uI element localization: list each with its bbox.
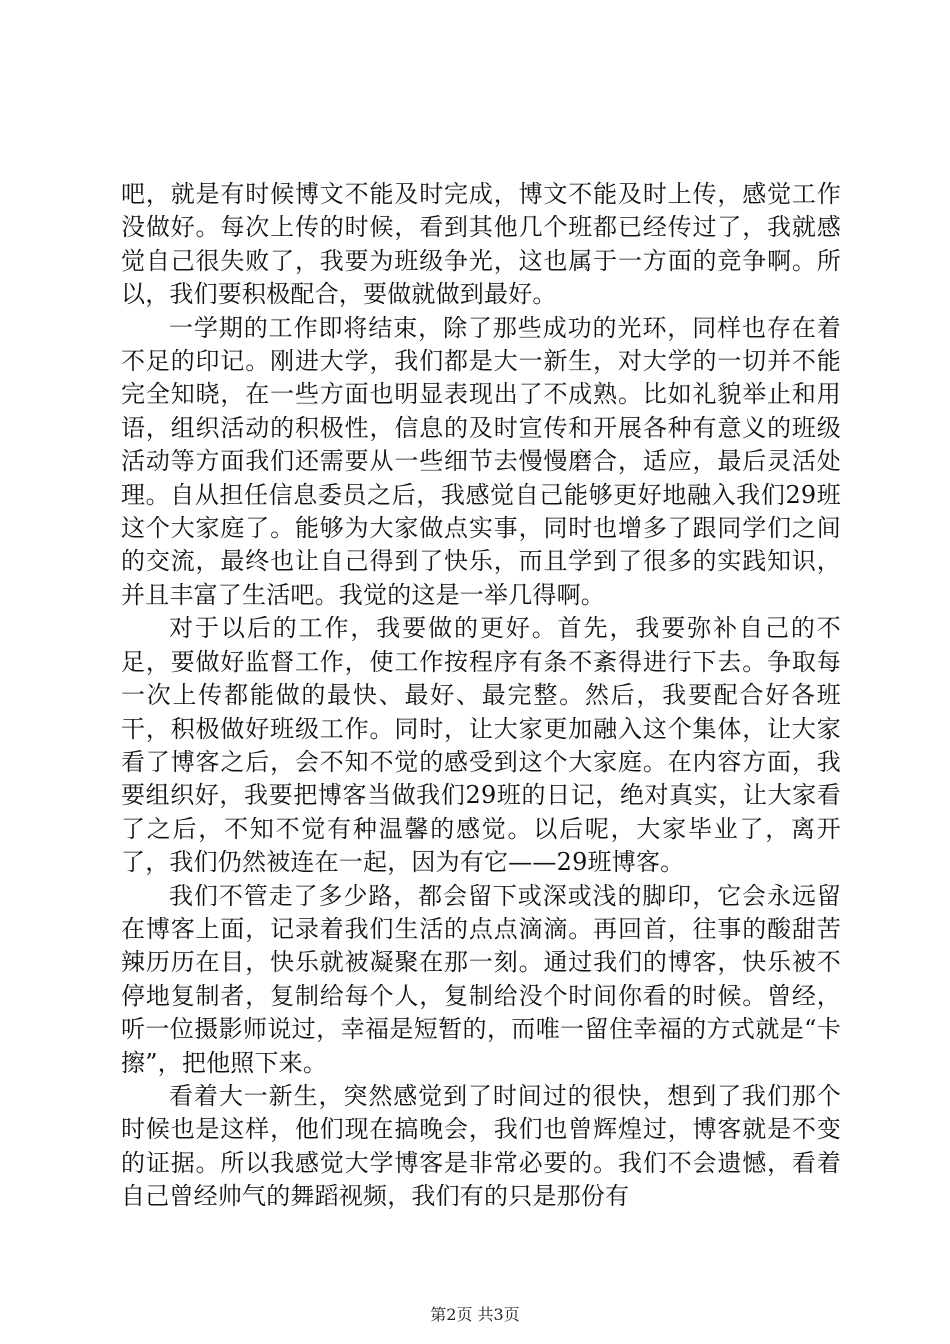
document-body: [121, 178, 841, 1214]
paragraph-3: 对于以后的工作，我要做的更好。首先，我要弥补自己的不足，要做好监督工作，使工作按程序有条不紊得进行下去。争取每一次上传都能做的最快、最好、最完整。然后，我要配合好各班干，积极做好班级工作。同时，让大家更加融入这个集体，让大家看了博客之后，会不知不觉的感受到这个大家庭。在内容方面，我要组织好，我要把博客当做我们29班的日记，绝对真实，让大家看了之后，不知不觉有种温馨的感觉。以后呢，大家毕业了，离开了，我们仍然被连在一起，因为有它——29班博客。: [121, 614, 841, 877]
page-footer: 第2页 共3页: [430, 1305, 520, 1324]
paragraph-5: 看着大一新生，突然感觉到了时间过的很快，想到了我们那个时候也是这样，他们现在搞晚会，我们也曾辉煌过，博客就是不变的证据。所以我感觉大学博客是非常必要的。我们不会遗憾，看着自己曾经帅气的舞蹈视频，我们有的只是那份有: [121, 1081, 841, 1211]
paragraph-4: 我们不管走了多少路，都会留下或深或浅的脚印，它会永远留在博客上面，记录着我们生活的点点滴滴。再回首，往事的酸甜苦辣历历在目，快乐就被凝聚在那一刻。通过我们的博客，快乐被不停地复制者，复制给每个人，复制给没个时间你看的时候。曾经，听一位摄影师说过，幸福是短暂的，而唯一留住幸福的方式就是“卡擦”，把他照下来。: [121, 881, 841, 1077]
paragraph-1: 吧，就是有时候博文不能及时完成，博文不能及时上传，感觉工作没做好。每次上传的时候，看到其他几个班都已经传过了，我就感觉自己很失败了，我要为班级争光，这也属于一方面的竞争啊。所以，我们要积极配合，要做就做到最好。: [121, 180, 841, 309]
paragraph-2: 一学期的工作即将结束，除了那些成功的光环，同样也存在着不足的印记。刚进大学，我们都是大一新生，对大学的一切并不能完全知晓，在一些方面也明显表现出了不成熟。比如礼貌举止和用语，组织活动的积极性，信息的及时宣传和开展各种有意义的班级活动等方面我们还需要从一些细节去慢慢磨合，适应，最后灵活处理。自从担任信息委员之后，我感觉自己能够更好地融入我们29班这个大家庭了。能够为大家做点实事，同时也增多了跟同学们之间的交流，最终也让自己得到了快乐，而且学到了很多的实践知识，并且丰富了生活吧。我觉的这是一举几得啊。: [121, 313, 841, 609]
